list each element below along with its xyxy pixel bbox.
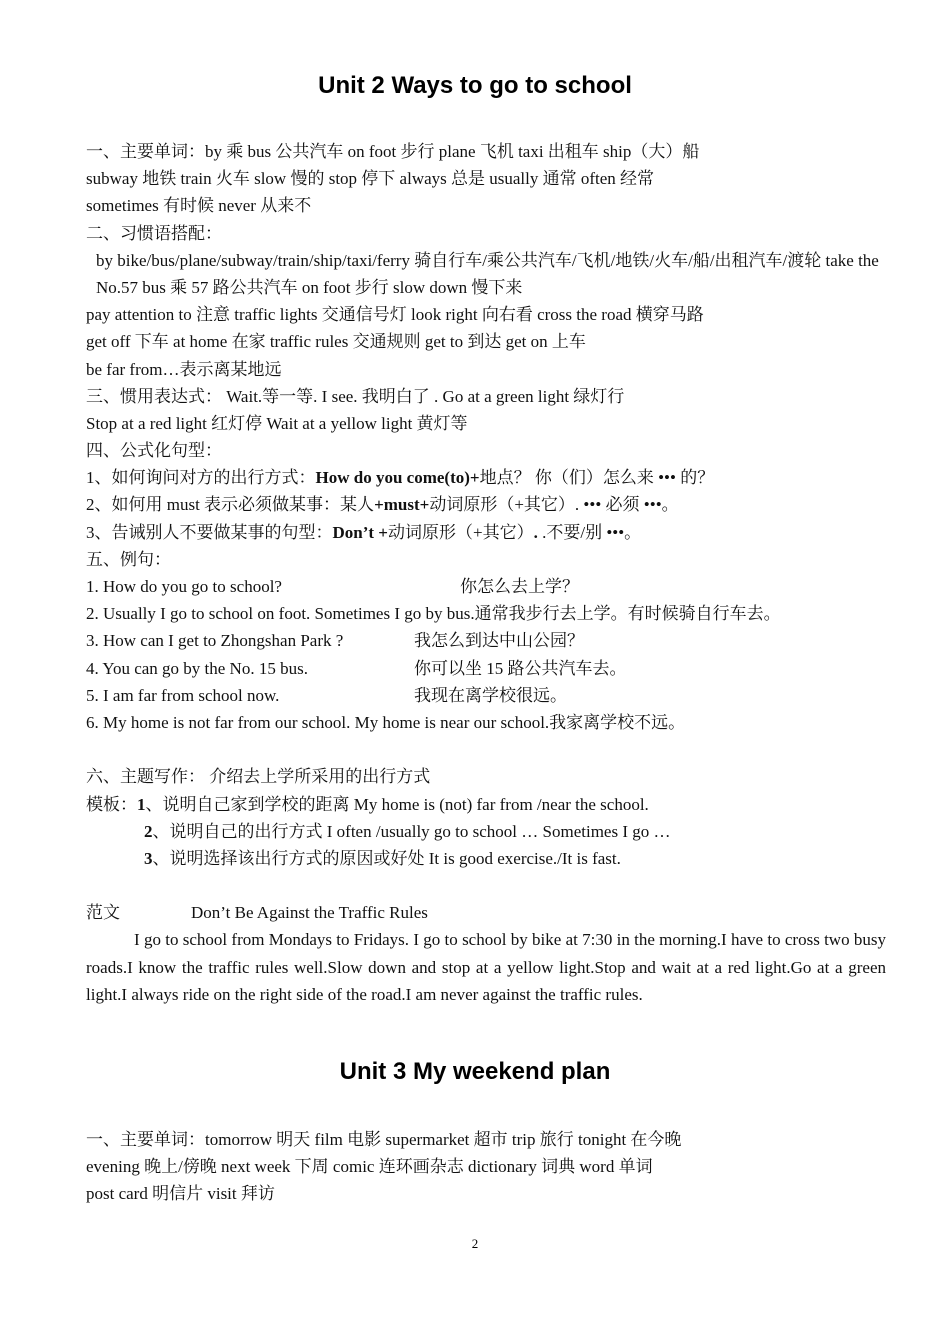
unit2-example-3: 3. How can I get to Zhongshan Park ? 我怎么到达中山公园？ (86, 631, 584, 651)
essay-body: I go to school from Mondays to Fridays. I go to school by bike at 7:30 in the morning.I have to cross two busy roads.I know the traffic rules well.Slow down and stop at a yellow light.Stop and wait at a red light.Go at a green light.I always ride on the right side of the road.I am never against the traffic rules. (86, 930, 886, 1004)
unit2-phrases-heading: 二、习惯语搭配： (86, 223, 222, 243)
unit2-phrases-line-4: be far from…表示离某地远 (86, 359, 282, 379)
page-number: 2 (471, 1236, 479, 1251)
unit2-phrases-line-3: get off 下车 at home 在家 traffic rules 交通规则 get to 到达 get on 上车 (86, 332, 586, 352)
unit3-title: Unit 3 My weekend plan (339, 1058, 611, 1085)
unit2-phrases-line-1: by bike/bus/plane/subway/train/ship/taxi/ferry 骑自行车/乘公共汽车/飞机/地铁/火车/船/出租汽车/渡轮 take the No.57 bus 乘 57 路公共汽车 on foot 步行 slow down 慢下来 (96, 250, 879, 297)
unit2-words-line-1: 一、主要单词：by 乘 bus 公共汽车 on foot 步行 plane 飞机 taxi 出租车 ship（大）船 (86, 142, 700, 161)
unit2-example-1: 1. How do you go to school? 你怎么去上学？ (86, 577, 579, 597)
unit2-pattern-2: 2、如何用 must 表示必须做某事：某人+must+动词原形（+其它）. ••• 必须 •••。 (86, 495, 679, 515)
essay-title: Don’t Be Against the Traffic Rules (191, 903, 428, 923)
unit2-words-line-2: subway 地铁 train 火车 slow 慢的 stop 停下 always 总是 usually 通常 often 经常 (86, 169, 655, 189)
essay-label: 范文 (86, 903, 120, 923)
essay-heading (86, 899, 886, 926)
unit2-expressions-line-2: Stop at a red light 红灯停 Wait at a yellow light 黄灯等 (86, 413, 468, 433)
unit2-examples-heading: 五、例句： (86, 549, 171, 569)
unit2-example-4: 4. You can go by the No. 15 bus. 你可以坐 15 路公共汽车去。 (86, 658, 627, 678)
unit3-words-line-3: post card 明信片 visit 拜访 (86, 1184, 275, 1204)
unit2-example-2: 2. Usually I go to school on foot. Sometimes I go by bus.通常我步行去上学。有时候骑自行车去。 (86, 604, 781, 624)
unit2-writing-heading: 六、主题写作： 介绍去上学所采用的出行方式 (86, 767, 431, 787)
unit3-words-line-1: 一、主要单词：tomorrow 明天 film 电影 supermarket 超市 trip 旅行 tonight 在今晚 (86, 1130, 682, 1149)
unit2-words-line-3: sometimes 有时候 never 从来不 (86, 196, 312, 216)
unit2-template-1: 模板：1、说明自己家到学校的距离 My home is (not) far from /near the school. (86, 794, 649, 814)
unit2-phrases-line-2: pay attention to 注意 traffic lights 交通信号灯 look right 向右看 cross the road 横穿马路 (86, 305, 704, 325)
unit3-body (86, 1126, 886, 1208)
unit2-example-6: 6. My home is not far from our school. My home is near our school.我家离学校不远。 (86, 712, 686, 732)
unit2-expressions-line-1: 三、惯用表达式： Wait.等一等. I see. 我明白了 . Go at a green light 绿灯行 (86, 386, 625, 406)
unit2-template-2: 2、说明自己的出行方式 I often /usually go to school … Sometimes I go … (144, 821, 671, 841)
unit3-words-line-2: evening 晚上/傍晚 next week 下周 comic 连环画杂志 dictionary 词典 word 单词 (86, 1157, 653, 1177)
unit2-pattern-3: 3、告诫别人不要做某事的句型：Don’t +动词原形（+其它）. .不要/别 •••。 (86, 522, 642, 542)
unit2-pattern-1: 1、如何询问对方的出行方式：How do you come(to)+地点？ 你（们）怎么来 ••• 的？ (86, 468, 715, 488)
unit2-body (86, 138, 886, 1008)
unit2-template-3: 3、说明选择该出行方式的原因或好处 It is good exercise./It is fast. (144, 848, 621, 868)
unit2-patterns-heading: 四、公式化句型： (86, 441, 222, 461)
unit2-title: Unit 2 Ways to go to school (318, 72, 632, 99)
unit2-example-5: 5. I am far from school now. 我现在离学校很远。 (86, 685, 567, 705)
